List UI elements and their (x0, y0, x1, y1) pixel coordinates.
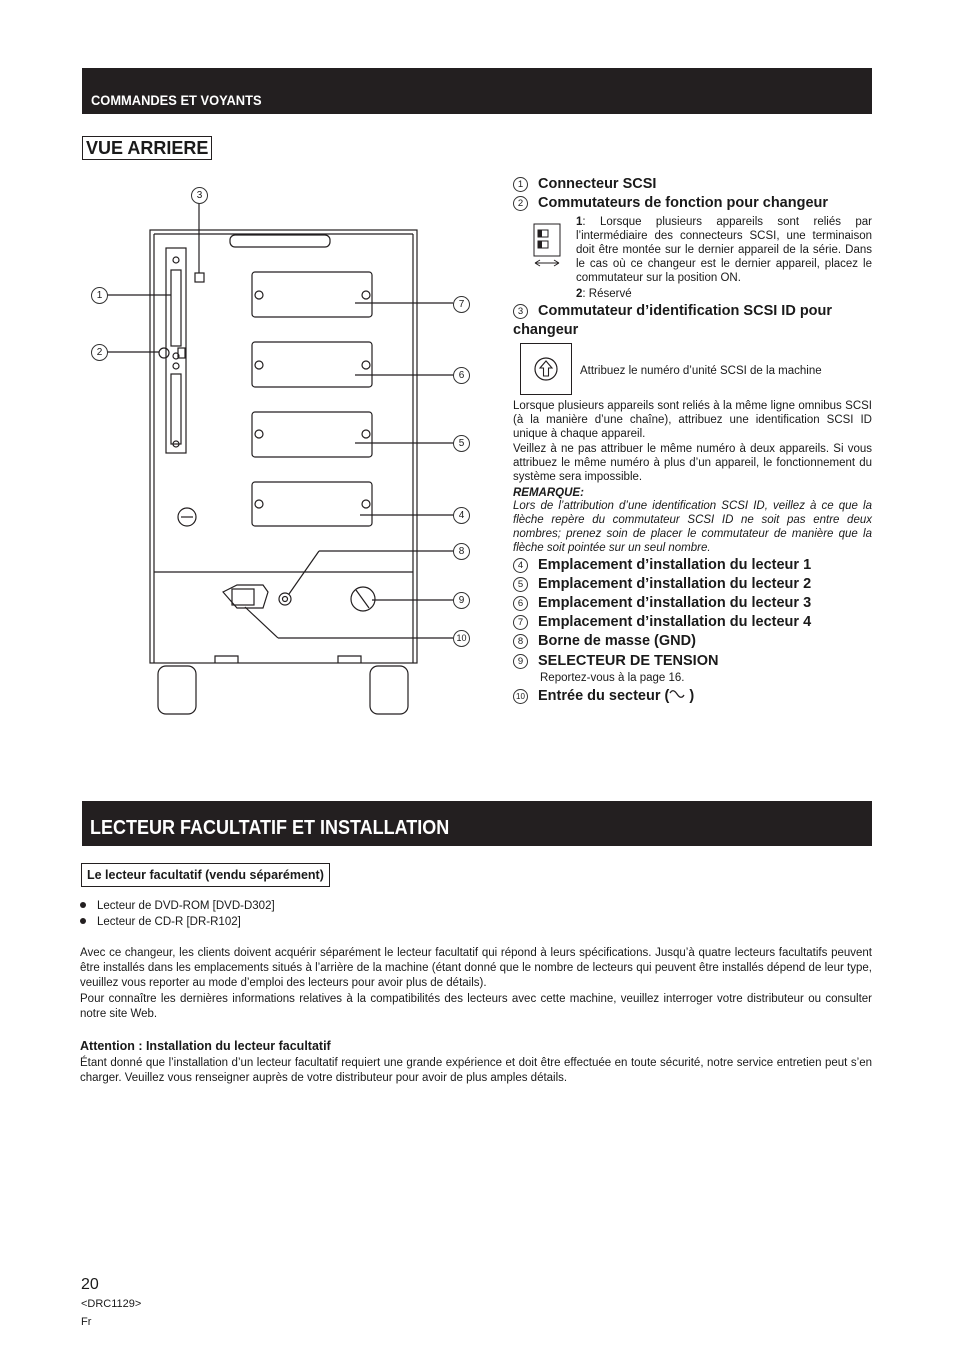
function-switch-knob (159, 348, 169, 358)
item-8: 8 Borne de masse (GND) (513, 632, 696, 651)
switch-note-2: 2: Réservé (576, 288, 632, 300)
top-handle (230, 235, 330, 247)
section-header-bar (82, 68, 872, 114)
section2-paragraph-2: Pour connaître les dernières informations relatives à la compatibilités des lecteurs avec cette machine, veuillez interroger votre distributeur ou consulter notre site Web. (80, 993, 872, 1021)
voltage-note: Reportez-vous à la page 16. (540, 672, 685, 684)
section-title: COMMANDES ET VOYANTS (91, 92, 262, 108)
optional-drive-title: Le lecteur facultatif (vendu séparément) (81, 863, 330, 887)
switch-note-1: 1: Lorsque plusieurs appareils sont reliés par l’intermédiaire des connecteurs SCSI, une terminaison doit être montée sur le dernier appareil de la série. Dans le cas où ce changeur est le dernier appareil, placez le commutateur sur la position ON. (576, 216, 872, 284)
scsi-id-caption: Attribuez le numéro d’unité SCSI de la machine (580, 365, 822, 377)
item-4: 4 Emplacement d’installation du lecteur 1 (513, 556, 811, 575)
callout-8: 8 (453, 543, 470, 560)
ac-wave-icon (669, 689, 685, 701)
caster-right (370, 666, 408, 714)
bullet-item-1: Lecteur de DVD-ROM [DVD-D302] (80, 900, 275, 912)
callout-9: 9 (453, 592, 470, 609)
callout-6: 6 (453, 367, 470, 384)
drive-slot-2-panel (252, 412, 372, 457)
remarque-label: REMARQUE: (513, 487, 584, 499)
scsi-paragraph-1: Lorsque plusieurs appareils sont reliés à la même ligne omnibus SCSI (à la manière d’une chaîne), attribuez une identification SCSI ID unique à chaque appareil. (513, 400, 872, 440)
rear-view-diagram (80, 180, 500, 720)
item-10: 10 Entrée du secteur ( ) (513, 687, 694, 706)
subsection-title: VUE ARRIERE (82, 136, 212, 160)
scsi-id-switch-box (520, 343, 572, 395)
scsi-connector-1 (171, 270, 181, 346)
callout-10: 10 (453, 630, 470, 647)
page-number: 20 (81, 1276, 99, 1293)
item-7: 7 Emplacement d’installation du lecteur 4 (513, 613, 811, 632)
language-code: Fr (81, 1316, 92, 1328)
scsi-connector-2 (171, 374, 181, 444)
bullet-item-2: Lecteur de CD-R [DR-R102] (80, 916, 241, 928)
drive-slot-4-panel (252, 272, 372, 317)
item-5: 5 Emplacement d’installation du lecteur 2 (513, 575, 811, 594)
attention-title: Attention : Installation du lecteur facultatif (80, 1039, 331, 1053)
section2-paragraph-1: Avec ce changeur, les clients doivent acquérir séparément le lecteur facultatif qui répond à leurs spécifications. Jusqu’à quatre lecteurs facultatifs peuvent être installés dans les emplacements situés à l’arrière de la machine (étant donné que le nombre de lecteurs qui peuvent être installés dépend de leur type, veuillez vous reporter au mode d’emploi des lecteurs pour avoir plus de détails). (80, 947, 872, 990)
scsi-paragraph-2: Veillez à ne pas attribuer le même numéro à deux appareils. Si vous attribuez le même numéro à plus d’un appareil, le fonctionnement du système sera impossible. (513, 443, 872, 483)
attention-text: Étant donné que l’installation d’un lecteur facultatif requiert une grande expérience et doit être effectuée en toute sécurité, notre service entretien peut s’en charger. Veuillez vous renseigner auprès de votre distributeur pour avoir de plus amples détails. (80, 1057, 872, 1085)
item-2: 2 Commutateurs de fonction pour changeur (513, 194, 828, 213)
scsi-id-arrow-icon (521, 344, 571, 394)
callout-4: 4 (453, 507, 470, 524)
gnd-terminal (279, 593, 291, 605)
callout-1: 1 (91, 287, 108, 304)
section2-header-bar (82, 801, 872, 846)
document-code: <DRC1129> (81, 1298, 142, 1310)
drive-slot-3-panel (252, 342, 372, 387)
dip-switch-icon (532, 222, 562, 268)
item-6: 6 Emplacement d’installation du lecteur 3 (513, 594, 811, 613)
callout-3: 3 (191, 187, 208, 204)
scsi-id-switch (195, 273, 204, 282)
remarque-text: Lors de l’attribution d’une identification SCSI ID, veillez à ce que la flèche repère du commutateur SCSI ID ne soit pas entre deux nombres; prenez soin de placer le commutateur de manière que la flèche soit pointée sur un seul nombre. (513, 500, 872, 554)
item-1: 1 Connecteur SCSI (513, 175, 656, 194)
drive-slot-1-panel (252, 482, 372, 526)
section2-title: LECTEUR FACULTATIF ET INSTALLATION (90, 817, 450, 839)
caster-left (158, 666, 196, 714)
callout-5: 5 (453, 435, 470, 452)
callout-7: 7 (453, 296, 470, 313)
cabinet-outline (150, 230, 417, 663)
item-3: 3 Commutateur d’identification SCSI ID pour changeur (513, 303, 833, 338)
item-9: 9 SELECTEUR DE TENSION (513, 652, 718, 671)
callout-2: 2 (91, 344, 108, 361)
